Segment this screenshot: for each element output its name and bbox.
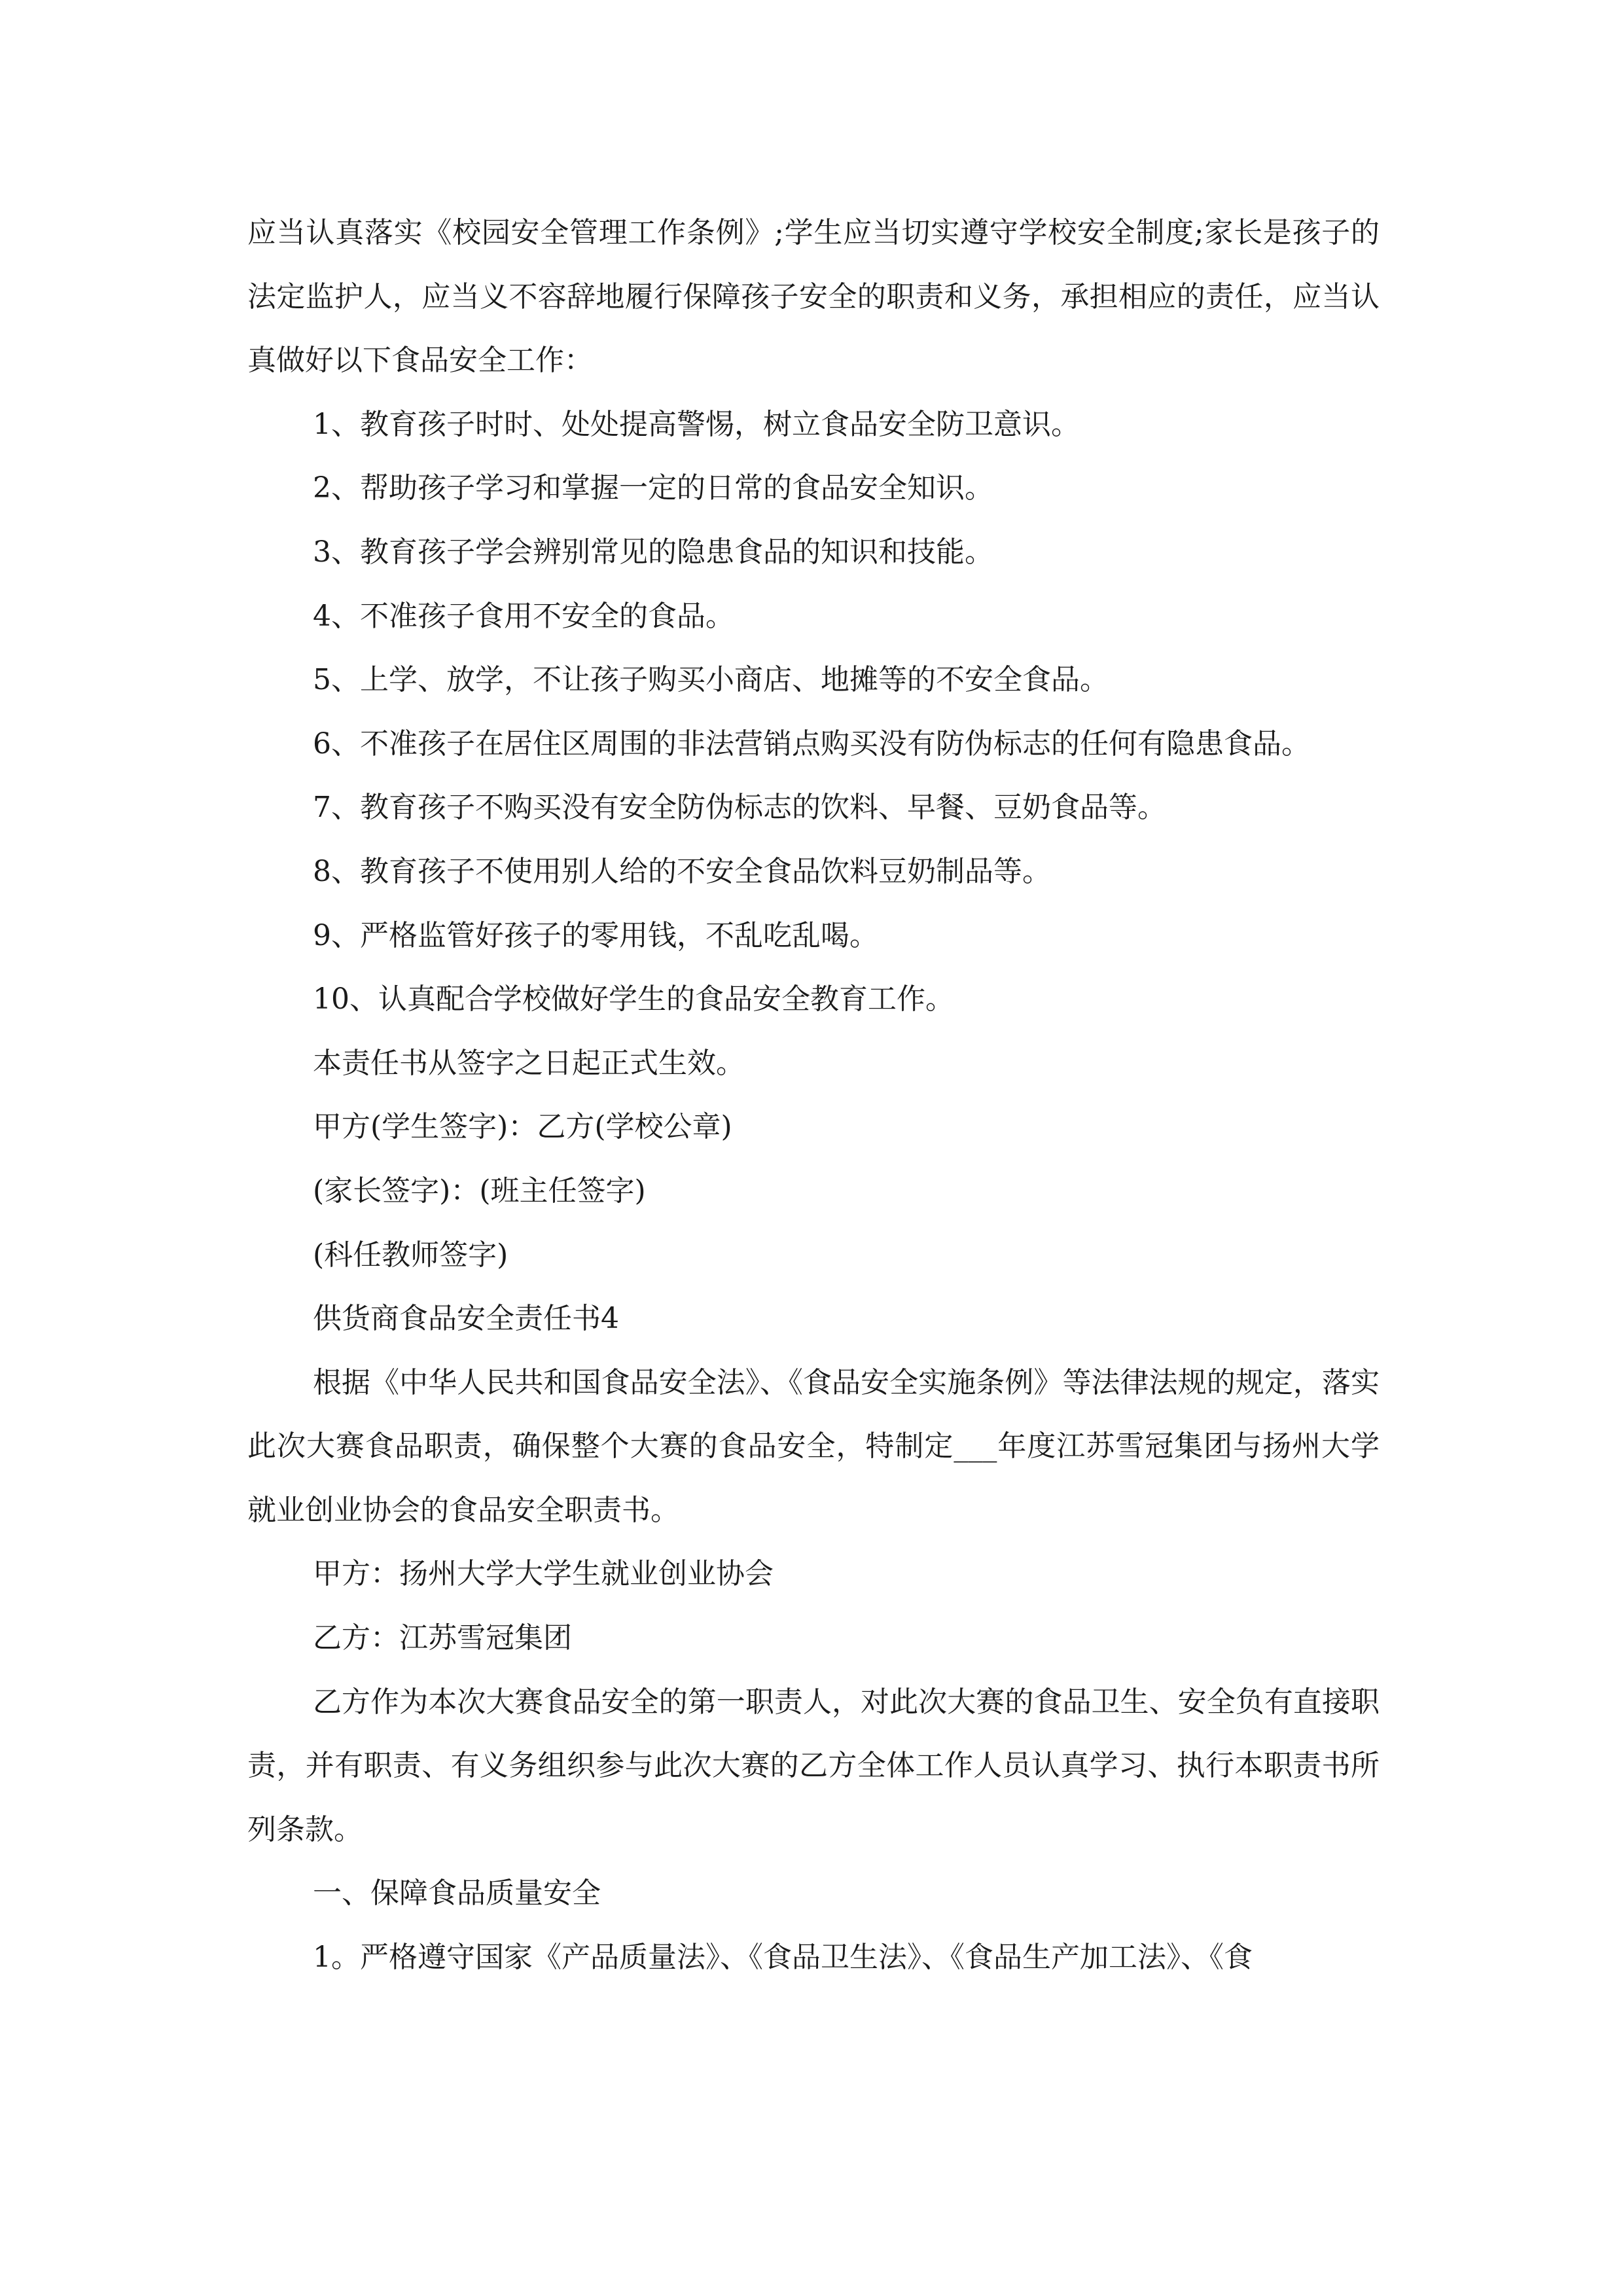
list-item-4: 4、不准孩子食用不安全的食品。 [313, 599, 734, 633]
list-item-10: 10、认真配合学校做好学生的食品安全教育工作。 [313, 982, 954, 1016]
party-a-line: 甲方：扬州大学大学生就业创业协会 [313, 1557, 774, 1591]
section-title: 供货商食品安全责任书4 [313, 1302, 619, 1336]
list-item-2: 2、帮助孩子学习和掌握一定的日常的食品安全知识。 [313, 471, 993, 505]
document-body [247, 201, 1380, 1990]
signature-line-teacher: (科任教师签字) [313, 1238, 508, 1272]
party-b-line: 乙方：江苏雪冠集团 [313, 1621, 572, 1655]
list-item-8: 8、教育孩子不使用别人给的不安全食品饮料豆奶制品等。 [313, 854, 1051, 888]
paragraph-party-b-duty: 乙方作为本次大赛食品安全的第一职责人，对此次大赛的食品卫生、安全负有直接职责，并有职责、有义务组织参与此次大赛的乙方全体工作人员认真学习、执行本职责书所列条款。 [247, 1685, 1380, 1846]
signature-line-parent: (家长签字)：(班主任签字) [313, 1174, 646, 1208]
clause-1: 1。严格遵守国家《产品质量法》、《食品卫生法》、《食品生产加工法》、《食 [313, 1941, 1253, 1975]
list-item-9: 9、严格监管好孩子的零用钱，不乱吃乱喝。 [313, 918, 878, 952]
list-item-3: 3、教育孩子学会辨别常见的隐患食品的知识和技能。 [313, 535, 993, 569]
list-item-6: 6、不准孩子在居住区周围的非法营销点购买没有防伪标志的任何有隐患食品。 [313, 726, 1310, 761]
list-item-1: 1、教育孩子时时、处处提高警惕，树立食品安全防卫意识。 [313, 407, 1080, 441]
effective-statement: 本责任书从签字之日起正式生效。 [313, 1046, 745, 1080]
heading-food-quality: 一、保障食品质量安全 [313, 1876, 601, 1910]
paragraph-responsibilities-intro: 应当认真落实《校园安全管理工作条例》;学生应当切实遵守学校安全制度;家长是孩子的法定监护人，应当义不容辞地履行保障孩子安全的职责和义务，承担相应的责任，应当认真做好以下食品安全工作： [247, 216, 1380, 378]
list-item-7: 7、教育孩子不购买没有安全防伪标志的饮料、早餐、豆奶食品等。 [313, 791, 1166, 825]
paragraph-legal-basis: 根据《中华人民共和国食品安全法》、《食品安全实施条例》等法律法规的规定，落实此次大赛食品职责，确保整个大赛的食品安全，特制定___年度江苏雪冠集团与扬州大学就业创业协会的食品安全职责书。 [247, 1365, 1380, 1527]
signature-line-party-a: 甲方(学生签字)：乙方(学校公章) [313, 1110, 732, 1144]
list-item-5: 5、上学、放学，不让孩子购买小商店、地摊等的不安全食品。 [313, 663, 1109, 697]
